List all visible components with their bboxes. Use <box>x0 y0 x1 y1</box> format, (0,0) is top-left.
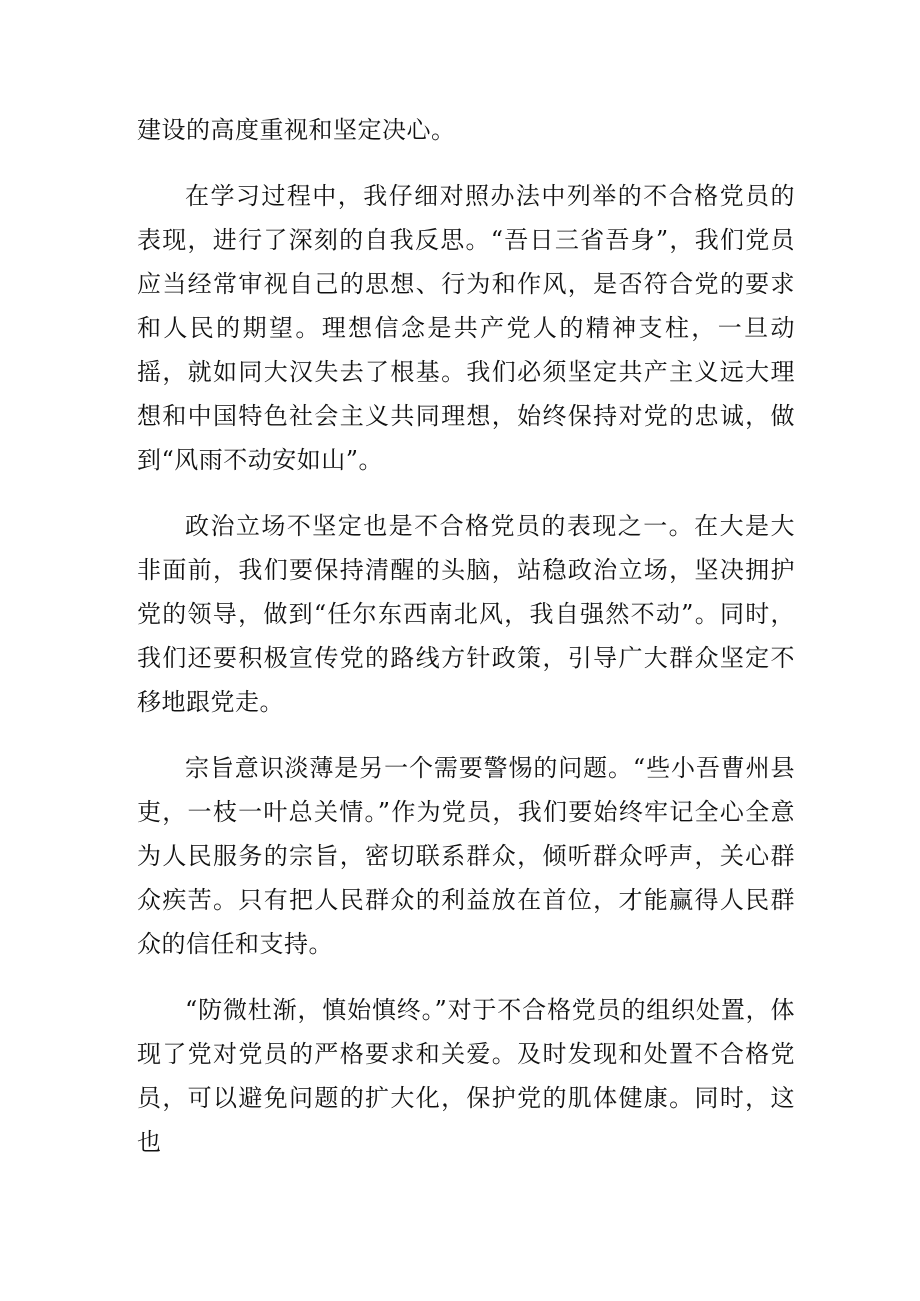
document-page <box>137 108 795 1164</box>
paragraph-continuation: 建设的高度重视和坚定决心。 <box>137 116 456 144</box>
paragraph-purpose-awareness: 宗旨意识淡薄是另一个需要警惕的问题。“些小吾曹州县吏，一枝一叶总关情。”作为党员，我们要始终牢记全心全意为人民服务的宗旨，密切联系群众，倾听群众呼声，关心群众疾苦。只有把人民群众的利益放在首位，才能赢得人民群众的信任和支持。 <box>137 754 795 958</box>
paragraph-political-stance: 政治立场不坚定也是不合格党员的表现之一。在大是大非面前，我们要保持清醒的头脑，站稳政治立场，坚决拥护党的领导，做到“任尔东西南北风，我自强然不动”。同时，我们还要积极宣传党的路线方针政策，引导广大群众坚定不移地跟党走。 <box>137 512 795 716</box>
paragraph-prevention: “防微杜渐，慎始慎终。”对于不合格党员的组织处置，体现了党对党员的严格要求和关爱。及时发现和处置不合格党员，可以避免问题的扩大化，保护党的肌体健康。同时，这也 <box>137 996 795 1156</box>
paragraph-self-reflection: 在学习过程中，我仔细对照办法中列举的不合格党员的表现，进行了深刻的自我反思。“吾日三省吾身”，我们党员应当经常审视自己的思想、行为和作风，是否符合党的要求和人民的期望。理想信念是共产党人的精神支柱，一旦动摇，就如同大汉失去了根基。我们必须坚定共产主义远大理想和中国特色社会主义共同理想，始终保持对党的忠诚，做到“风雨不动安如山”。 <box>137 182 795 474</box>
